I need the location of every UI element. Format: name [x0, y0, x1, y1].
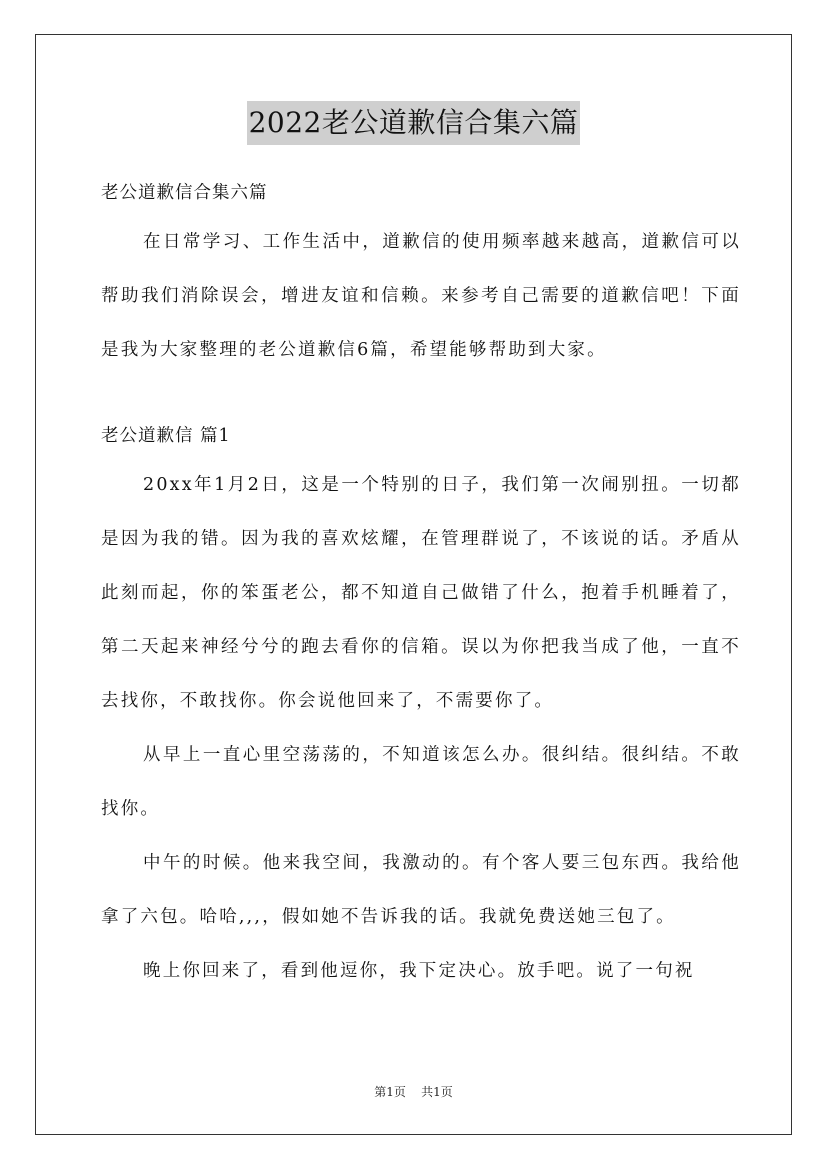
intro-paragraph: 在日常学习、工作生活中，道歉信的使用频率越来越高，道歉信可以帮助我们消除误会，增进友谊和信赖。来参考自己需要的道歉信吧！下面是我为大家整理的老公道歉信6篇，希望能够帮助到大家。: [101, 232, 741, 360]
page-footer: [0, 1082, 827, 1102]
body-paragraph: 20xx年1月2日，这是一个特别的日子，我们第一次闹别扭。一切都是因为我的错。因为我的喜欢炫耀，在管理群说了，不该说的话。矛盾从此刻而起，你的笨蛋老公，都不知道自己做错了什么，抱着手机睡着了，第二天起来神经兮兮的跑去看你的信箱。误以为你把我当成了他，一直不去找你，不敢找你。你会说他回来了，不需要你了。: [101, 475, 741, 711]
document-body: [101, 174, 741, 998]
footer-spacer: [410, 1085, 418, 1099]
document-title: 2022老公道歉信合集六篇: [247, 101, 581, 145]
section-heading: 老公道歉信 篇1: [101, 426, 231, 446]
page-number: 第1页: [374, 1085, 406, 1099]
body-paragraph: 中午的时候。他来我空间，我激动的。有个客人要三包东西。我给他拿了六包。哈哈,,,，假如她不告诉我的话。我就免费送她三包了。: [101, 853, 741, 927]
total-pages: 共1页: [421, 1085, 453, 1099]
intro-heading: 老公道歉信合集六篇: [101, 183, 268, 203]
title-container: [0, 101, 827, 145]
body-paragraph: 从早上一直心里空荡荡的，不知道该怎么办。很纠结。很纠结。不敢找你。: [101, 745, 741, 819]
body-paragraph: 晚上你回来了，看到他逗你，我下定决心。放手吧。说了一句祝: [143, 961, 695, 981]
